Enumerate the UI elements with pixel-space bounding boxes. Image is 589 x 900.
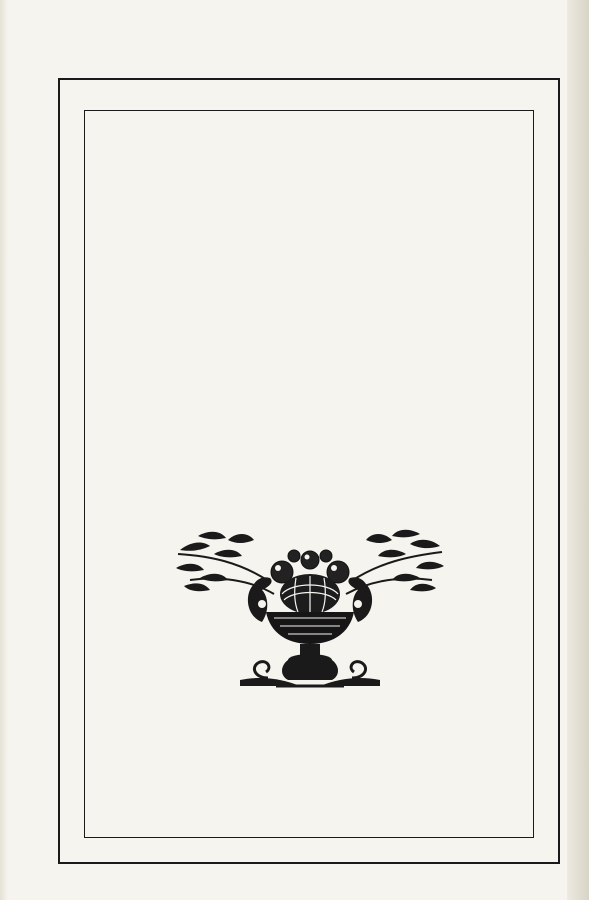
- page-header: [116, 116, 526, 144]
- fruit-basket-illustration: [170, 520, 450, 700]
- ornament-strip-right: [534, 108, 558, 838]
- woodcut-vignette: [170, 520, 450, 700]
- ornament-strip-top: [60, 80, 558, 108]
- page-gutter: [567, 0, 589, 900]
- ornamental-border-inner: [84, 110, 534, 838]
- ornament-strip-left: [60, 108, 84, 838]
- page-edge-left: [0, 0, 8, 900]
- ornament-strip-bottom: [60, 838, 558, 862]
